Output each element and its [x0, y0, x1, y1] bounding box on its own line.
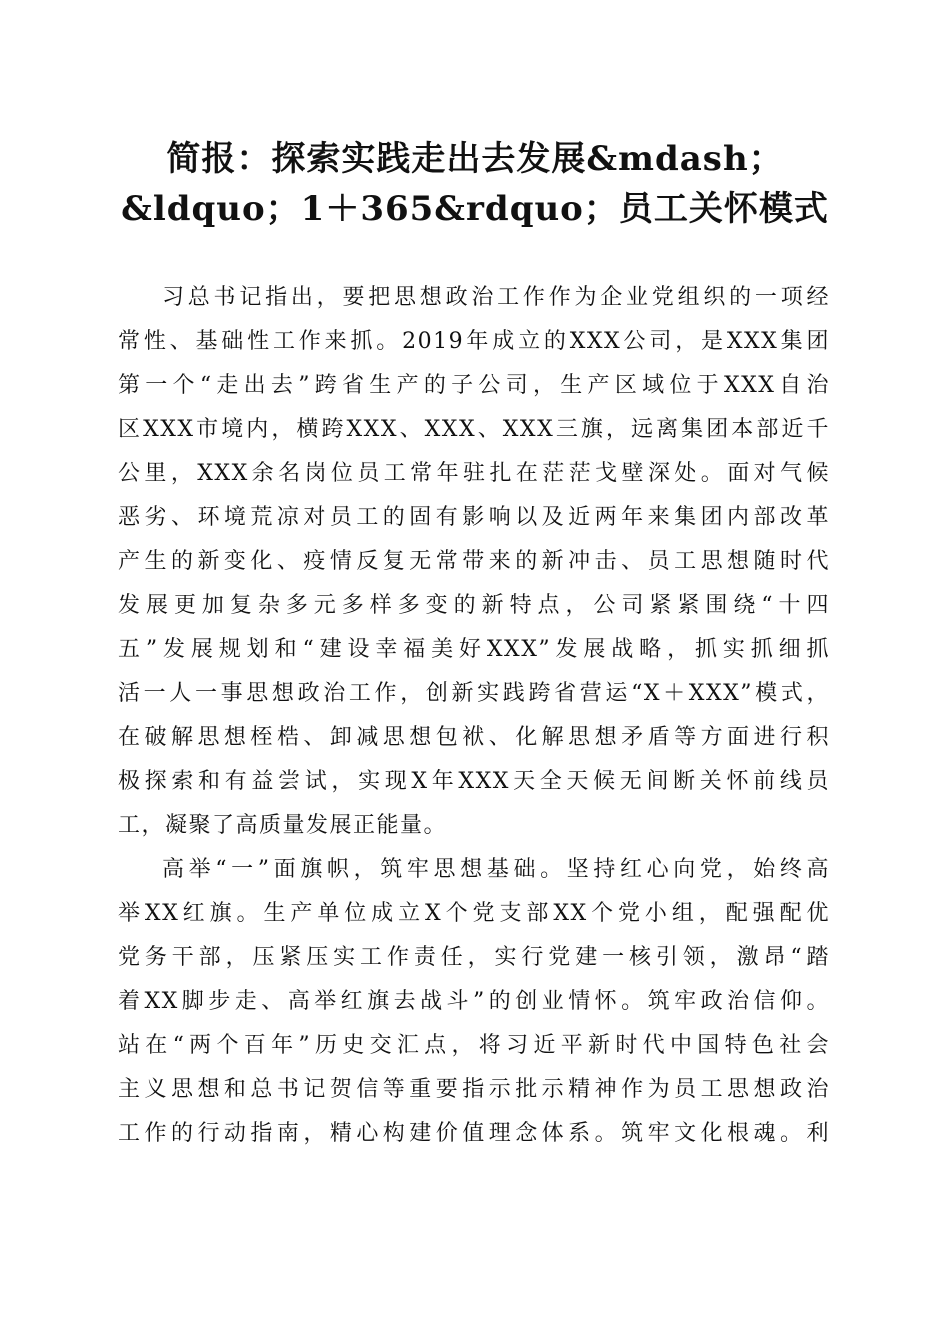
paragraph-line: 区XXX市境内，横跨XXX、XXX、XXX三旗，远离集团本部近千 [118, 417, 830, 442]
paragraph-line: 产生的新变化、疫情反复无常带来的新冲击、员工思想随时代 [118, 549, 830, 574]
paragraph-line: 工作的行动指南，精心构建价值理念体系。筑牢文化根魂。利 [118, 1121, 830, 1146]
paragraph-line: 公里，XXX余名岗位员工常年驻扎在茫茫戈壁深处。面对气候 [118, 461, 830, 486]
paragraph-line: 主义思想和总书记贺信等重要指示批示精神作为员工思想政治 [118, 1077, 830, 1102]
paragraph-2 [118, 848, 830, 1156]
paragraph-line: 在破解思想桎梏、卸减思想包袱、化解思想矛盾等方面进行积 [118, 725, 830, 750]
paragraph-line: 常性、基础性工作来抓。2019年成立的XXX公司，是XXX集团 [118, 329, 830, 354]
document-body [118, 276, 830, 1156]
paragraph-line: 站在“两个百年”历史交汇点，将习近平新时代中国特色社会 [118, 1033, 830, 1058]
paragraph-line: 极探索和有益尝试，实现X年XXX天全天候无间断关怀前线员 [118, 769, 830, 794]
paragraph-line: 发展更加复杂多元多样多变的新特点，公司紧紧围绕“十四 [118, 593, 830, 618]
paragraph-line: 活一人一事思想政治工作，创新实践跨省营运“X＋XXX”模式， [118, 681, 830, 706]
title-line-1: 简报：探索实践走出去发展&mdash； [166, 139, 784, 179]
paragraph-line: 举XX红旗。生产单位成立X个党支部XX个党小组，配强配优 [118, 901, 830, 926]
paragraph-line: 习总书记指出，要把思想政治工作作为企业党组织的一项经 [162, 285, 830, 310]
paragraph-line: 高举“一”面旗帜，筑牢思想基础。坚持红心向党，始终高 [162, 857, 830, 882]
paragraph-line: 恶劣、环境荒凉对员工的固有影响以及近两年来集团内部改革 [118, 505, 830, 530]
paragraph-line: 工，凝聚了高质量发展正能量。 [118, 813, 448, 838]
paragraph-line: 着XX脚步走、高举红旗去战斗”的创业情怀。筑牢政治信仰。 [118, 989, 830, 1014]
paragraph-line: 党务干部，压紧压实工作责任，实行党建一核引领，激昂“踏 [118, 945, 830, 970]
title-line-2: &ldquo；1＋365&rdquo；员工关怀模式 [121, 189, 829, 229]
paragraph-line: 第一个“走出去”跨省生产的子公司，生产区域位于XXX自治 [118, 373, 830, 398]
paragraph-line: 五”发展规划和“建设幸福美好XXX”发展战略，抓实抓细抓 [118, 637, 830, 662]
document-title [60, 134, 890, 234]
paragraph-1 [118, 276, 830, 848]
